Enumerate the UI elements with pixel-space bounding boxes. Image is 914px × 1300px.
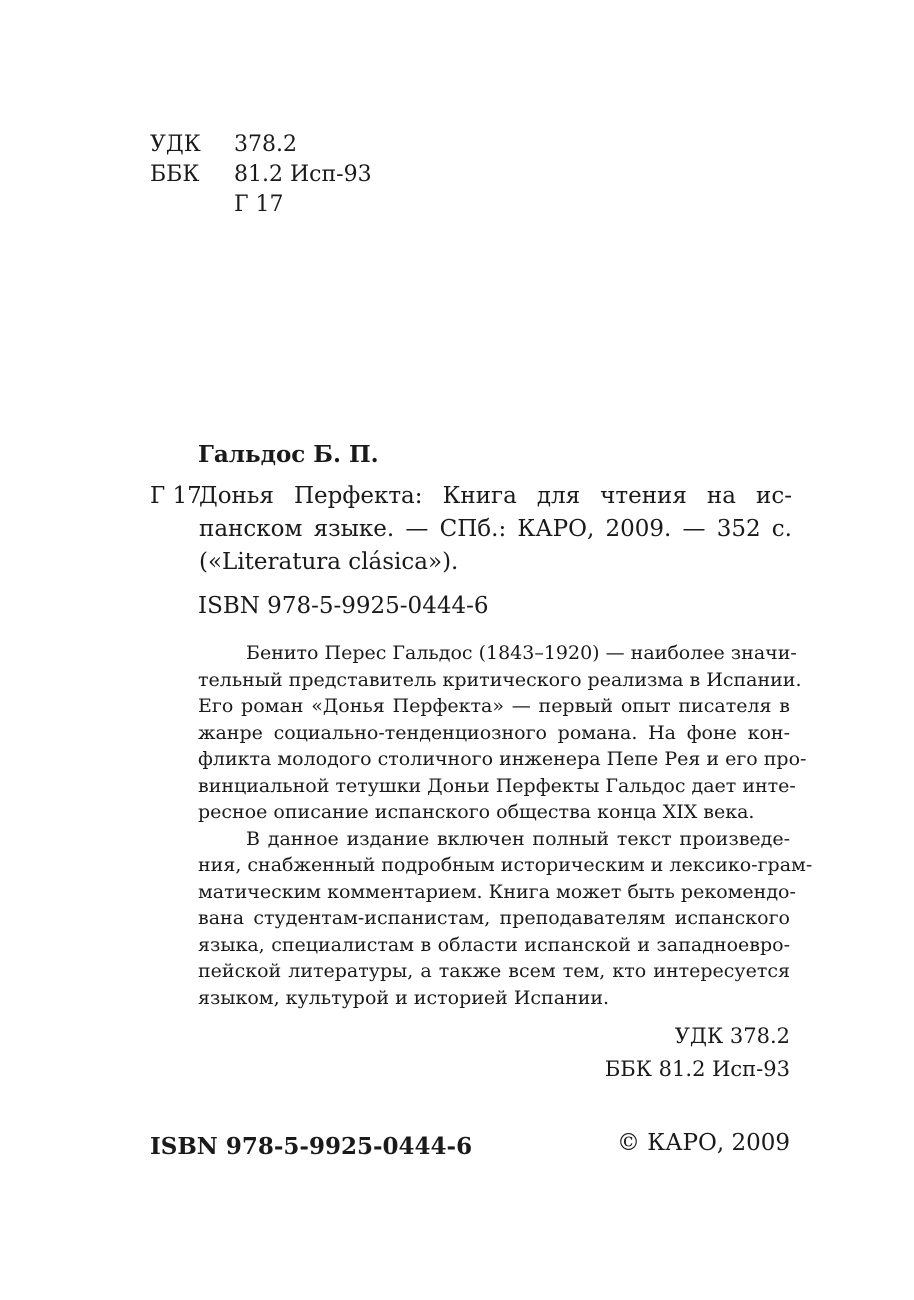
abstract-paragraph-2 xyxy=(198,826,813,1012)
classification-codes-right xyxy=(605,1020,790,1086)
isbn-line: ISBN 978-5-9925-0444-6 xyxy=(198,593,489,619)
bbk-code-right: ББК 81.2 Исп-93 xyxy=(604,1057,790,1081)
abstract-line: винциальной тетушки Доньи Перфекты Гальдос дает инте- xyxy=(198,774,796,797)
abstract-line: языком, культурой и историей Испании. xyxy=(198,986,610,1009)
author-mark: Г 17 xyxy=(234,192,284,217)
abstract-line: ния, снабженный подробным историческим и лексико-грам- xyxy=(198,854,813,876)
abstract-line: пейской литературы, а также всем тем, кто интересуется xyxy=(198,960,790,982)
abstract-line: тельный представитель критического реализма в Испании. xyxy=(198,668,802,691)
entry-text xyxy=(199,480,792,579)
author-mark-row xyxy=(150,190,410,219)
udk-code-right: УДК 378.2 xyxy=(674,1024,790,1048)
abstract xyxy=(198,640,813,1011)
udk-value: 378.2 xyxy=(234,132,297,157)
entry-line: панском языке. — СПб.: КАРО, 2009. — 352 с. xyxy=(199,516,792,542)
abstract-line: жанре социально-тенденциозного романа. На фоне кон- xyxy=(198,721,790,744)
abstract-line: вана студентам-испанистам, преподавателям испанского xyxy=(198,907,790,929)
abstract-line: В данное издание включен полный текст произведе- xyxy=(246,827,790,850)
abstract-line: Бенито Перес Гальдос (1843–1920) — наиболее значи- xyxy=(246,642,797,664)
footer-isbn: ISBN 978-5-9925-0444-6 xyxy=(150,1133,473,1160)
entry-line: Донья Перфекта: Книга для чтения на ис- xyxy=(199,483,792,509)
entry-author-mark: Г 17 xyxy=(150,483,202,509)
classification-block xyxy=(150,130,410,220)
bbk-label: ББК xyxy=(150,162,200,187)
abstract-line: Его роман «Донья Перфекта» — первый опыт писателя в xyxy=(198,695,790,717)
bbk-value: 81.2 Исп-93 xyxy=(234,162,372,187)
abstract-line: матическим комментарием. Книга может быть рекомендо- xyxy=(198,880,796,903)
abstract-line: фликта молодого столичного инженера Пепе Рея и его про- xyxy=(198,748,807,770)
abstract-line: языка, специалистам в области испанской и западноевро- xyxy=(198,933,790,956)
abstract-paragraph-1 xyxy=(198,640,807,826)
udk-label: УДК xyxy=(150,132,201,157)
copyright: © КАРО, 2009 xyxy=(616,1130,790,1156)
abstract-line: ресное описание испанского общества конца XIX века. xyxy=(198,801,755,823)
author-heading: Гальдос Б. П. xyxy=(198,441,379,468)
udk-row xyxy=(150,130,410,159)
entry-line: («Literatura clásica»). xyxy=(199,549,459,575)
bbk-row xyxy=(150,160,410,189)
